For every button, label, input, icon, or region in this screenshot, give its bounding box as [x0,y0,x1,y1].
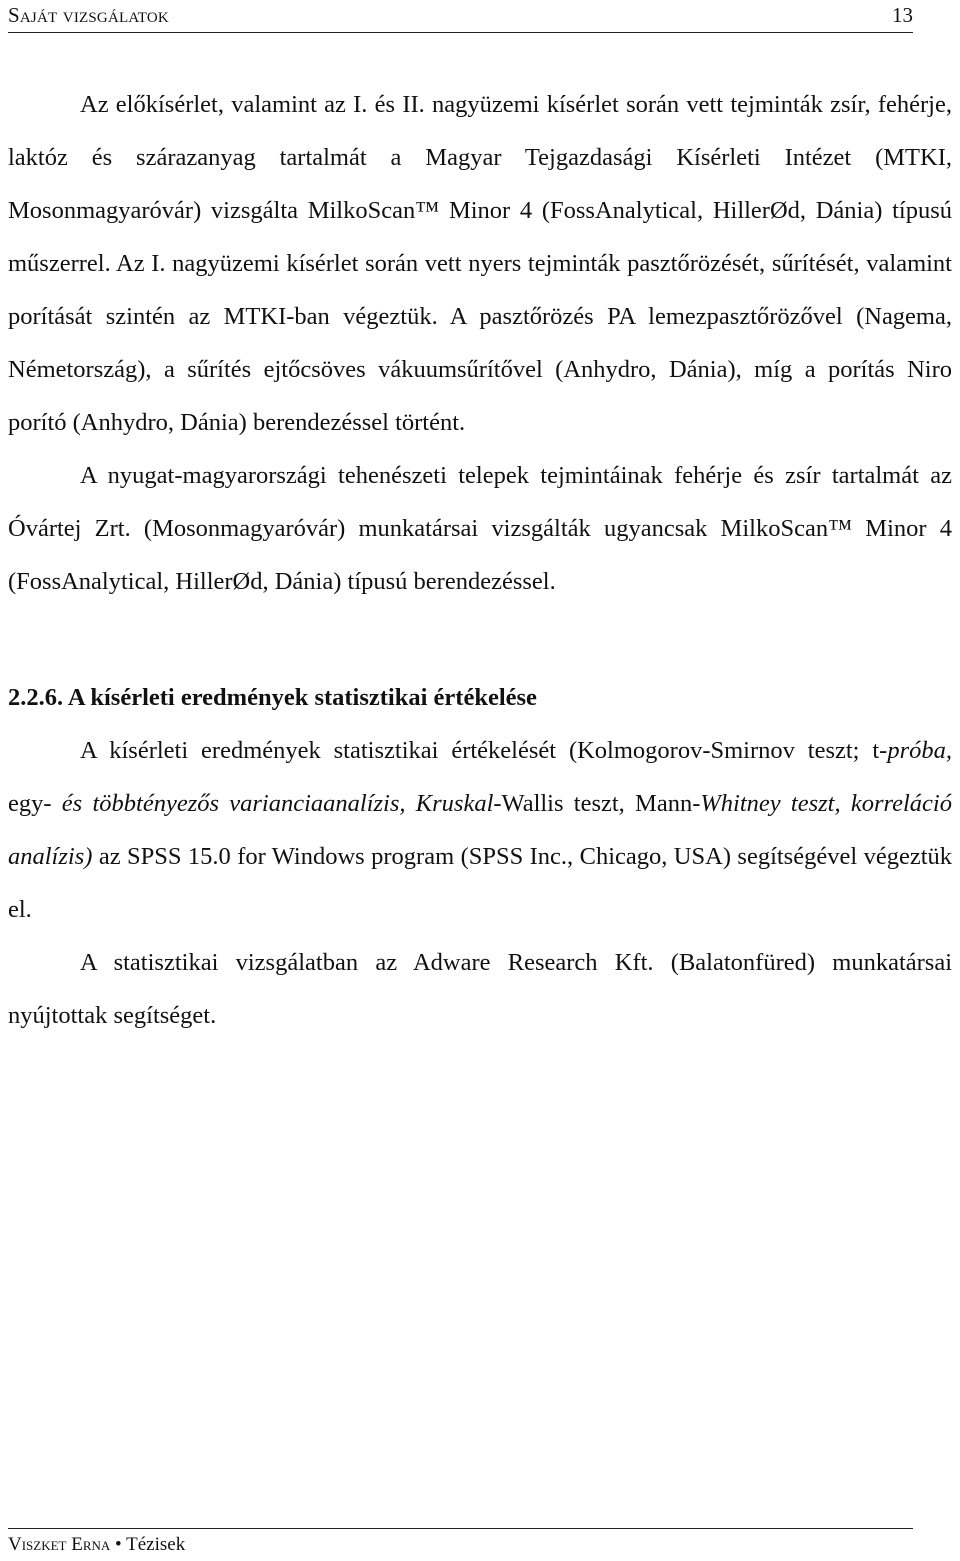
footer-author: Viszket Erna [8,1534,111,1555]
text-run-italic: és többtényezős varianciaanalízis, Kruskal [61,790,494,817]
page-footer [8,1528,913,1560]
paragraph-herd-samples [8,449,952,608]
section-heading: 2.2.6. A kísérleti eredmények statisztikai értékelése [8,684,537,711]
page-body [8,78,952,1042]
text-run: A statisztikai vizsgálatban az Adware Research Kft. (Balatonfüred) munkatársai nyújtottak segítséget. [8,949,952,1029]
running-section-title: Saját vizsgálatok [8,3,169,27]
paragraph-measurements [8,78,952,449]
text-run: A kísérleti eredmények statisztikai értékelését (Kolmogorov-Smirnov teszt; t- [80,737,888,764]
text-run-italic: Whitney teszt, korreláció analízis) [8,790,952,870]
text-run: Az előkísérlet, valamint az I. és II. nagyüzemi kísérlet során vett tejminták zsír, fehérje, laktóz és szárazanyag tartalmát a Magyar Tejgazdasági Kísérleti Intézet (MTKI, Mosonmagyaróvár) vizsgálta MilkoScan™ Minor 4 (FossAnalytical, HillerØd, Dánia) típusú műszerrel. Az I. nagyüzemi kísérlet során vett nyers tejminták pasztőrözését, sűrítését, valamint porítását szintén az MTKI-ban végeztük. A pasztőrözés PA lemezpasztőrözővel (Nagema, Németország), a sűrítés ejtőcsöves vákuumsűrítővel (Anhydro, Dánia), míg a porítás Niro porító (Anhydro, Dánia) berendezéssel történt. [8,91,952,436]
text-run: -Wallis teszt, Mann- [493,790,701,817]
text-run: az SPSS 15.0 for Windows program (SPSS Inc., Chicago, USA) segítségével végeztük el. [8,843,952,923]
text-run-italic: próba, [887,737,952,764]
paragraph-acknowledgement [8,936,952,1042]
page-number: 13 [892,3,913,27]
text-run: A nyugat-magyarországi tehenészeti telepek tejmintáinak fehérje és zsír tartalmát az Óvártej Zrt. (Mosonmagyaróvár) munkatársai vizsgálták ugyancsak MilkoScan™ Minor 4 (FossAnalytical, HillerØd, Dánia) típusú berendezéssel. [8,462,952,595]
paragraph-statistics [8,724,952,936]
page-header [8,2,913,33]
footer-separator: • [115,1534,122,1555]
footer-doc-type: Tézisek [126,1534,186,1555]
text-run: egy- [8,790,62,817]
